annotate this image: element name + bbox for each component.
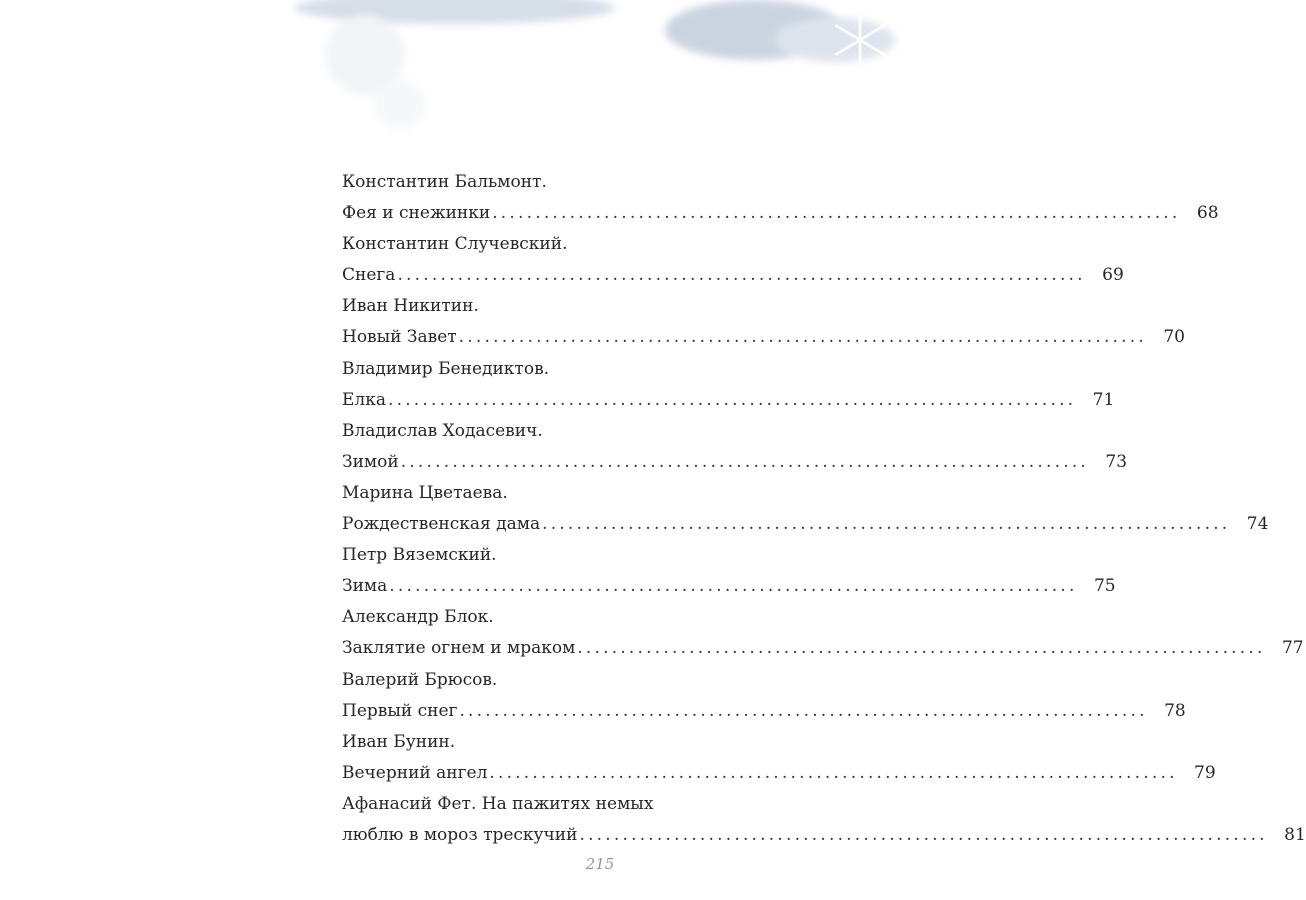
book-page: [305, 0, 1306, 900]
toc-entry: [342, 354, 1115, 416]
toc-page-number: 71: [1092, 389, 1115, 410]
toc-page-number: 79: [1194, 762, 1216, 783]
toc-author: Владимир Бенедиктов.: [342, 358, 550, 379]
toc-title-row: [342, 820, 1306, 851]
toc-author: Владислав Ходасевич.: [342, 420, 543, 441]
toc-entry: [342, 478, 1269, 540]
dot-leader: ................................................................................: [542, 513, 1231, 534]
toc-title: Первый снег: [342, 700, 458, 721]
toc-author: Иван Никитин.: [342, 296, 479, 317]
toc-author: Афанасий Фет. На пажитях немых: [342, 793, 654, 814]
page-number: 215: [585, 855, 615, 873]
toc-title-row: [342, 260, 1124, 291]
toc-title: Елка: [342, 389, 386, 410]
dot-leader: ................................................................................: [397, 265, 1086, 286]
toc-page-number: 70: [1163, 327, 1185, 348]
toc-entry: [342, 416, 1128, 478]
toc-author: Иван Бунин.: [342, 731, 456, 752]
toc-title: люблю в мороз трескучий: [342, 824, 578, 845]
toc-title-row: [342, 571, 1116, 602]
toc-author: Константин Случевский.: [342, 234, 568, 255]
toc-author: Константин Бальмонт.: [342, 172, 547, 192]
dot-leader: ................................................................................: [458, 327, 1147, 348]
dot-leader: ................................................................................: [389, 576, 1078, 597]
toc-page-number: 77: [1281, 638, 1304, 659]
table-of-contents: [342, 167, 1306, 851]
toc-entry: [342, 727, 1216, 789]
toc-entry: [342, 789, 1306, 851]
dot-leader: ................................................................................: [400, 451, 1090, 472]
snowflake-watercolor-icon: [305, 0, 895, 150]
dot-leader: ................................................................................: [492, 203, 1181, 223]
toc-page-number: 78: [1164, 700, 1186, 721]
toc-entry: [342, 167, 1219, 229]
toc-author: Александр Блок.: [342, 607, 494, 628]
toc-page-number: 81: [1284, 824, 1306, 845]
toc-title: Зимой: [342, 451, 399, 472]
toc-page-number: 74: [1246, 513, 1269, 534]
toc-title-row: [342, 198, 1219, 229]
toc-title: Заклятие огнем и мраком: [342, 638, 576, 659]
dot-leader: ................................................................................: [387, 389, 1077, 410]
toc-title-row: [342, 633, 1304, 664]
toc-title: Рождественская дама: [342, 513, 541, 534]
dot-leader: ................................................................................: [489, 762, 1178, 783]
toc-page-number: 73: [1105, 451, 1128, 472]
toc-title-row: [342, 758, 1216, 789]
toc-title: Фея и снежинки: [342, 203, 491, 223]
toc-author: Петр Вяземский.: [342, 545, 497, 566]
toc-title: Вечерний ангел: [342, 762, 488, 783]
toc-page-number: 69: [1102, 265, 1124, 286]
toc-author: Марина Цветаева.: [342, 482, 508, 503]
toc-page-number: 68: [1196, 203, 1219, 223]
toc-page-number: 75: [1093, 576, 1116, 597]
toc-author: Валерий Брюсов.: [342, 669, 498, 690]
toc-entry: [342, 540, 1116, 602]
toc-title-row: [342, 385, 1115, 416]
toc-title: Зима: [342, 576, 388, 597]
toc-entry: [342, 602, 1304, 664]
dot-leader: ................................................................................: [459, 700, 1148, 721]
dot-leader: ................................................................................: [579, 824, 1268, 845]
toc-title-row: [342, 509, 1269, 540]
toc-entry: [342, 229, 1124, 291]
dot-leader: ................................................................................: [577, 638, 1266, 659]
toc-title-row: [342, 447, 1128, 478]
toc-entry: [342, 665, 1186, 727]
toc-entry: [342, 291, 1185, 353]
toc-title-row: [342, 696, 1186, 727]
toc-title: Новый Завет: [342, 327, 457, 348]
toc-title: Снега: [342, 265, 396, 286]
toc-title-row: [342, 322, 1185, 353]
